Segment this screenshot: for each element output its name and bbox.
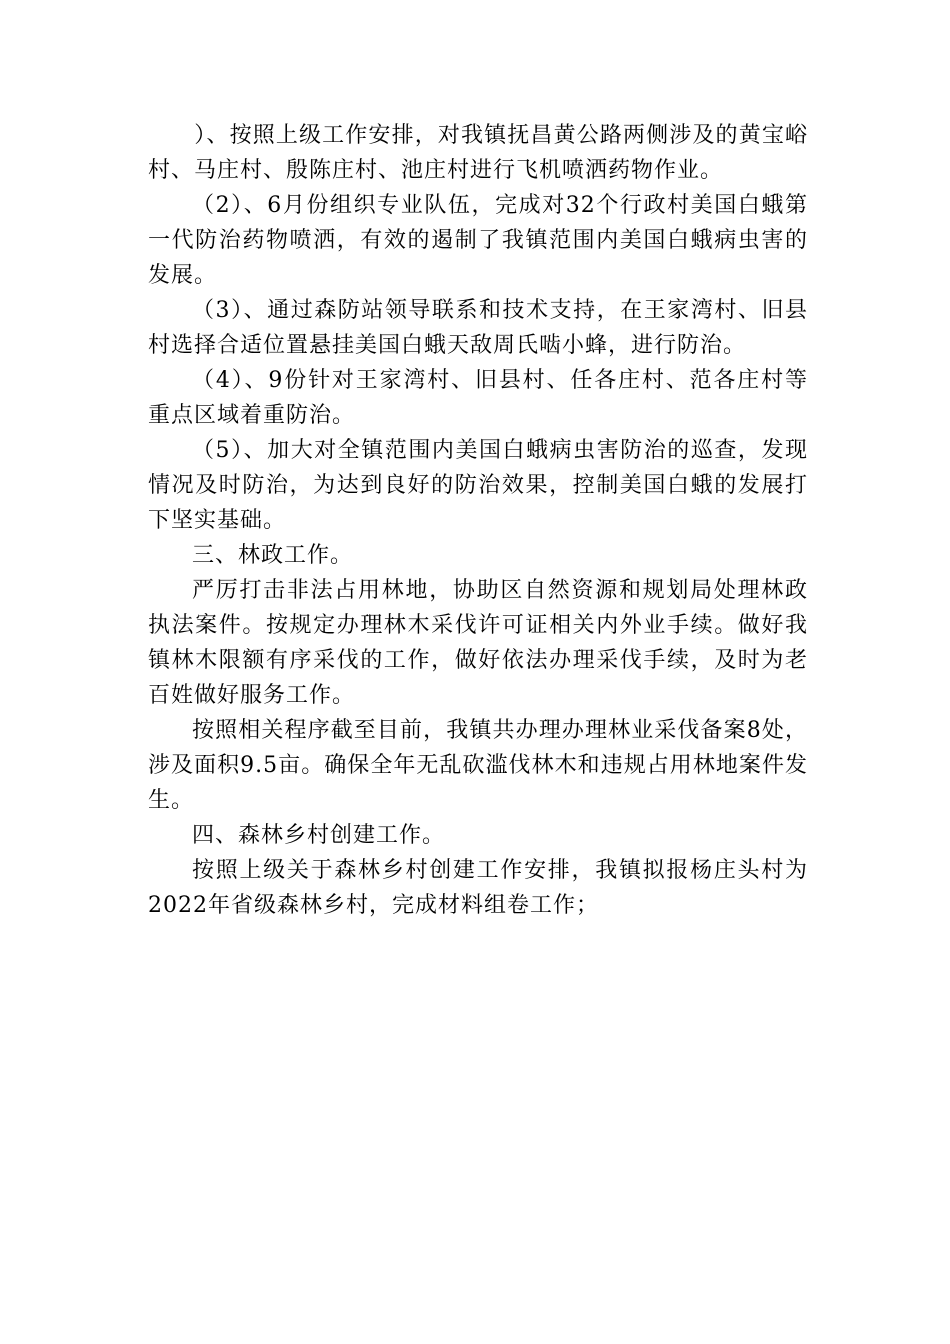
paragraph-item-5: （5）、加大对全镇范围内美国白蛾病虫害防治的巡查，发现情况及时防治，为达到良好的防治效果，控制美国白蛾的发展打下坚实基础。 — [148, 438, 808, 533]
section-heading-forest-village: 四、森林乡村创建工作。 — [192, 823, 446, 848]
paragraph-item-3: （3）、通过森防站领导联系和技术支持，在王家湾村、旧县村选择合适位置悬挂美国白蛾天敌周氏啮小蜂，进行防治。 — [148, 298, 808, 358]
section-heading-forestry-administration: 三、林政工作。 — [192, 543, 354, 568]
paragraph-item-2: （2）、6月份组织专业队伍，完成对32个行政村美国白蛾第一代防治药物喷洒，有效的遏制了我镇范围内美国白蛾病虫害的发展。 — [148, 193, 808, 288]
paragraph-aerial-spraying: ）、按照上级工作安排，对我镇抚昌黄公路两侧涉及的黄宝峪村、马庄村、殷陈庄村、池庄村进行飞机喷洒药物作业。 — [148, 123, 808, 183]
paragraph-forest-village-application: 按照上级关于森林乡村创建工作安排，我镇拟报杨庄头村为2022年省级森林乡村，完成材料组卷工作； — [148, 858, 808, 918]
paragraph-forestry-enforcement: 严厉打击非法占用林地，协助区自然资源和规划局处理林政执法案件。按规定办理林木采伐许可证相关内外业手续。做好我镇林木限额有序采伐的工作，做好依法办理采伐手续，及时为老百姓做好服务工作。 — [148, 578, 808, 708]
paragraph-item-4: （4）、9份针对王家湾村、旧县村、任各庄村、范各庄村等重点区域着重防治。 — [148, 368, 808, 428]
document-page — [148, 118, 808, 923]
paragraph-logging-records: 按照相关程序截至目前，我镇共办理办理林业采伐备案8处，涉及面积9.5亩。确保全年无乱砍滥伐林木和违规占用林地案件发生。 — [148, 718, 808, 813]
